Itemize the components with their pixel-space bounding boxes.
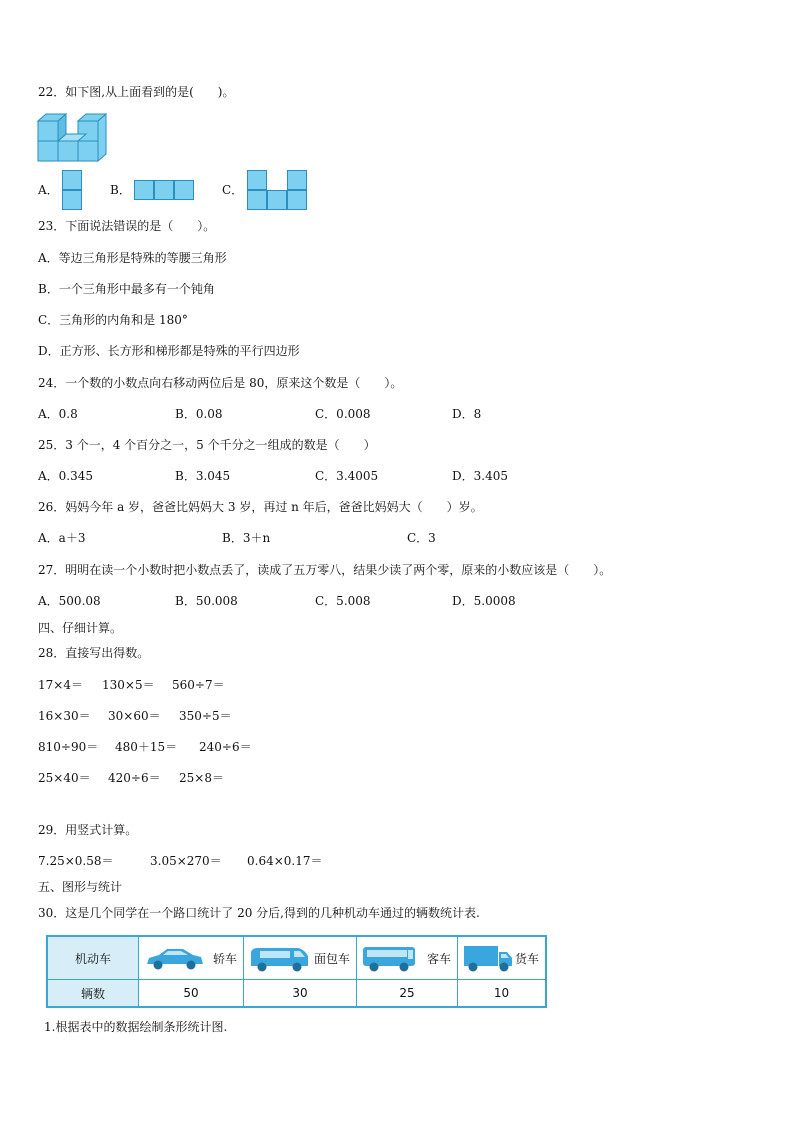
count-car: 50 — [139, 980, 244, 1008]
q25-stem: 25．3 个一，4 个百分之一，5 个千分之一组成的数是（ ） — [38, 438, 376, 452]
q24-option-b: B．0.08 — [175, 407, 223, 421]
q29-stem: 29．用竖式计算。 — [38, 823, 138, 837]
q24-option-c: C．0.008 — [315, 407, 371, 421]
q25-option-d: D．3.405 — [452, 469, 508, 483]
q28-r1-c3: 560÷7＝ — [172, 678, 225, 692]
q24-option-d: D．8 — [452, 407, 482, 421]
q25-option-b: B．3.045 — [175, 469, 231, 483]
q27-option-a: A．500.08 — [38, 594, 101, 608]
car-icon — [143, 944, 205, 972]
table-cell-bus — [357, 936, 458, 980]
car-label: 轿车 — [212, 952, 237, 966]
table-cell-car — [139, 936, 244, 980]
table-cell-truck — [458, 936, 547, 980]
q28-r1-c1: 17×4＝ — [38, 678, 83, 692]
vehicle-count-table — [46, 935, 547, 1008]
q23-stem: 23．下面说法错误的是（ ）。 — [38, 219, 216, 233]
table-row-counts — [47, 980, 546, 1008]
q30-stem: 30．这是几个同学在一个路口统计了 20 分后,得到的几种机动车通过的辆数统计表. — [38, 906, 480, 920]
q27-stem: 27．明明在读一个小数时把小数点丢了，读成了五万零八，结果少读了两个零，原来的小数应该是（ ）。 — [38, 563, 612, 577]
bus-icon — [361, 944, 417, 974]
q28-r3-c2: 480＋15＝ — [115, 740, 178, 754]
q29-item-1: 7.25×0.58＝ — [38, 854, 114, 868]
count-bus: 25 — [357, 980, 458, 1008]
van-label: 面包车 — [313, 952, 350, 966]
q22-option-a-label: A． — [38, 183, 59, 197]
section-4-heading: 四、仔细计算。 — [38, 621, 123, 635]
q28-r2-c1: 16×30＝ — [38, 709, 91, 723]
count-truck: 10 — [458, 980, 547, 1008]
q27-option-b: B．50.008 — [175, 594, 238, 608]
table-cell-van — [244, 936, 357, 980]
q29-item-2: 3.05×270＝ — [150, 854, 222, 868]
q25-option-c: C．3.4005 — [315, 469, 379, 483]
table-header-vehicle: 机动车 — [47, 936, 139, 980]
q26-option-a: A．a＋3 — [38, 531, 86, 545]
q28-r2-c3: 350÷5＝ — [179, 709, 232, 723]
q26-option-c: C．3 — [407, 531, 436, 545]
q24-option-a: A．0.8 — [38, 407, 78, 421]
q28-r4-c2: 420÷6＝ — [108, 771, 161, 785]
truck-label: 货车 — [514, 952, 539, 966]
q30-sub-question-1: 1.根据表中的数据绘制条形统计图. — [44, 1020, 228, 1034]
q28-r2-c2: 30×60＝ — [108, 709, 161, 723]
q22-stem: 22．如下图,从上面看到的是( )。 — [38, 85, 235, 99]
q22-option-b-label: B． — [110, 183, 131, 197]
van-icon — [248, 944, 310, 974]
bus-label: 客车 — [426, 952, 451, 966]
q26-stem: 26．妈妈今年 a 岁，爸爸比妈妈大 3 岁，再过 n 年后，爸爸比妈妈大（ ）岁。 — [38, 500, 483, 514]
q29-item-3: 0.64×0.17＝ — [247, 854, 323, 868]
q26-option-b: B．3＋n — [222, 531, 271, 545]
q28-r1-c2: 130×5＝ — [102, 678, 155, 692]
q23-option-a: A．等边三角形是特殊的等腰三角形 — [38, 251, 227, 265]
q28-r3-c3: 240÷6＝ — [199, 740, 252, 754]
table-header-count: 辆数 — [47, 980, 139, 1008]
count-van: 30 — [244, 980, 357, 1008]
q27-option-c: C．5.008 — [315, 594, 371, 608]
q23-option-c: C．三角形的内角和是 180° — [38, 313, 188, 327]
cube-stack-figure — [37, 112, 107, 162]
q22-option-c-label: C． — [222, 183, 244, 197]
table-row-vehicles — [47, 936, 546, 980]
q23-option-d: D．正方形、长方形和梯形都是特殊的平行四边形 — [38, 344, 300, 358]
q25-option-a: A．0.345 — [38, 469, 94, 483]
q24-stem: 24．一个数的小数点向右移动两位后是 80，原来这个数是（ ）。 — [38, 376, 403, 390]
q27-option-d: D．5.0008 — [452, 594, 516, 608]
section-5-heading: 五、图形与统计 — [38, 880, 123, 894]
truck-icon — [462, 944, 514, 974]
q28-stem: 28．直接写出得数。 — [38, 646, 150, 660]
q28-r3-c1: 810÷90＝ — [38, 740, 99, 754]
q23-option-b: B．一个三角形中最多有一个钝角 — [38, 282, 215, 296]
q28-r4-c1: 25×40＝ — [38, 771, 91, 785]
q28-r4-c3: 25×8＝ — [179, 771, 224, 785]
